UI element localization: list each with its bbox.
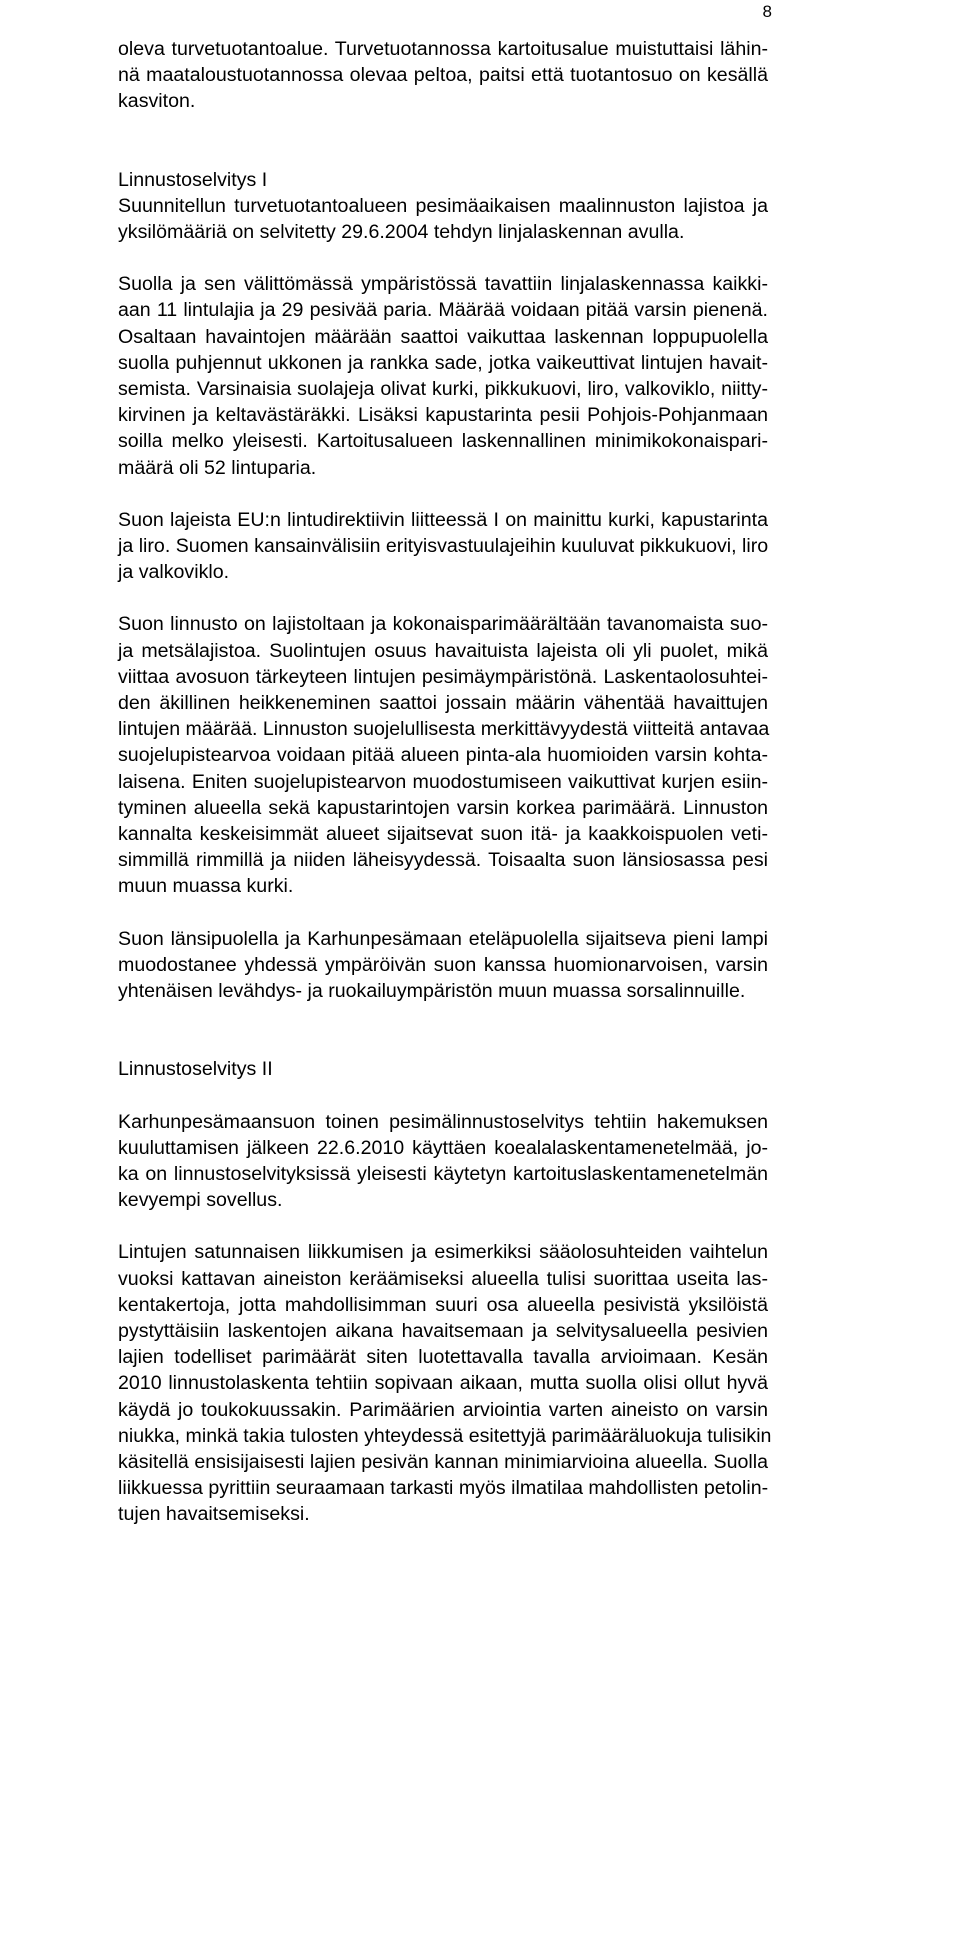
text-line: oleva turvetuotantoalue. Turvetuotannossa kartoitusalue muistuttaisi lähin- <box>118 38 768 60</box>
text-line: tujen havaitsemiseksi. <box>118 1503 310 1526</box>
text-line: simmillä rimmillä ja niiden läheisyydessä. Toisaalta suon länsiosassa pesi <box>118 849 768 872</box>
spacer <box>118 1030 768 1056</box>
paragraph-survey2-method <box>118 1109 768 1214</box>
paragraph-survey1-pond <box>118 926 768 1005</box>
text-line: muodostanee yhdessä ympäröivän suon kanssa huomionarvoisen, varsin <box>118 953 768 976</box>
text-line: Suolla ja sen välittömässä ympäristössä tavattiin linjalaskennassa kaikki- <box>118 273 768 296</box>
text-line: semista. Varsinaisia suolajeja olivat kurki, pikkukuovi, liro, valkoviklo, niitty- <box>118 378 768 401</box>
text-line: Suon länsipuolella ja Karhunpesämaan eteläpuolella sijaitseva pieni lampi <box>118 927 768 950</box>
text-line: laisena. Eniten suojelupistearvon muodostumiseen vaikuttivat kurjen esiin- <box>118 770 768 793</box>
text-line: kasviton. <box>118 90 196 113</box>
paragraph-survey1-protected-species <box>118 507 768 586</box>
text-line: kirvinen ja keltavästäräkki. Lisäksi kapustarinta pesii Pohjois-Pohjanmaan <box>118 404 768 427</box>
text-line: nä maataloustuotannossa olevaa peltoa, paitsi että tuotantosuo on kesällä <box>118 64 768 87</box>
text-line: määrä oli 52 lintuparia. <box>118 456 317 479</box>
text-line: suojelupistearvoa voidaan pitää alueen pinta-ala huomioiden varsin kohta- <box>118 744 768 767</box>
text-line: Osaltaan havaintojen määrään saattoi vaikuttaa laskennan loppupuolella <box>118 325 768 348</box>
text-line: viittaa avosuon tärkeyteen lintujen pesimäympäristönä. Laskentaolosuhtei- <box>118 665 768 688</box>
text-line: käsitellä ensisijaisesti lajien pesivän kannan minimiarvioina alueella. Suolla <box>118 1450 768 1473</box>
text-line: aan 11 lintulajia ja 29 pesivää paria. Määrää voidaan pitää varsin pienenä. <box>118 299 768 322</box>
text-line: käydä jo toukokuussakin. Parimäärien arviointia varten aineisto on varsin <box>118 1398 768 1421</box>
text-line: yksilömääriä on selvitetty 29.6.2004 tehdyn linjalaskennan avulla. <box>118 221 685 244</box>
text-line: liikkuessa pyrittiin seuraamaan tarkasti myös ilmatilaa mahdollisten petolin- <box>118 1477 769 1500</box>
text-line: suolla puhjennut ukkonen ja rankka sade, jotka vaikeuttivat lintujen havait- <box>118 351 768 374</box>
text-line: lajien todelliset parimäärät siten luotettavalla tavalla arvioimaan. Kesän <box>118 1346 768 1369</box>
text-line: Suon linnusto on lajistoltaan ja kokonaisparimäärältään tavanomaista suo- <box>118 613 768 636</box>
text-line: muun muassa kurki. <box>118 875 294 898</box>
text-line: ja metsälajistoa. Suolintujen osuus havaituista lajeista oli yli puolet, mikä <box>118 639 768 662</box>
text-line: 2010 linnustolaskenta tehtiin sopivaan aikaan, mutta suolla olisi ollut hyvä <box>118 1372 768 1395</box>
text-line: kannalta keskeisimmät alueet sijaitsevat suon itä- ja kaakkoispuolen veti- <box>118 823 768 846</box>
paragraph-survey1-results <box>118 271 768 481</box>
text-line: kentakertoja, jotta mahdollisimman suuri osa alueella pesivistä yksilöistä <box>118 1293 768 1316</box>
text-line: ka on linnustoselvityksissä yleisesti käytetyn kartoituslaskentamenetelmän <box>118 1162 768 1185</box>
paragraph-survey2-limitations <box>118 1239 772 1527</box>
paragraph-survey1-assessment <box>118 611 768 899</box>
paragraph-survey1-scope <box>118 193 768 245</box>
text-line: yhtenäisen levähdys- ja ruokailuympäristön muun muassa sorsalinnuille. <box>118 980 746 1003</box>
text-line: vuoksi kattavan aineiston keräämiseksi alueella tulisi suorittaa useita las- <box>118 1267 768 1290</box>
text-line: niukka, minkä takia tulosten yhteydessä esitettyjä parimääräluokuja tulisikin <box>118 1424 772 1447</box>
text-line: ja valkoviklo. <box>118 561 230 584</box>
text-line: kevyempi sovellus. <box>118 1189 283 1212</box>
text-line: tyminen alueella sekä kapustarintojen varsin korkea parimäärä. Linnuston <box>118 796 768 819</box>
text-line: soilla melko yleisesti. Kartoitusalueen laskennallinen minimikokonaispari- <box>118 430 768 453</box>
section-heading-survey-1: Linnustoselvitys I <box>118 168 268 191</box>
text-line: Karhunpesämaansuon toinen pesimälinnustoselvitys tehtiin hakemuksen <box>118 1110 768 1133</box>
paragraph-intro <box>118 36 768 115</box>
document-body <box>118 36 772 1554</box>
text-line: Suon lajeista EU:n lintudirektiivin liitteessä I on mainittu kurki, kapustarinta <box>118 508 768 531</box>
text-line: lintujen määrää. Linnuston suojelullisesta merkittävyydestä viitteitä antavaa <box>118 718 770 741</box>
text-line: ja liro. Suomen kansainvälisiin erityisvastuulajeihin kuuluvat pikkukuovi, liro <box>118 535 769 558</box>
text-line: Lintujen satunnaisen liikkumisen ja esimerkiksi sääolosuhteiden vaihtelun <box>118 1241 768 1264</box>
text-line: pystyttäisiin laskentojen aikana havaitsemaan ja selvitysalueella pesivien <box>118 1319 768 1342</box>
text-line: kuuluttamisen jälkeen 22.6.2010 käyttäen koealalaskentamenetelmää, jo- <box>118 1136 768 1159</box>
spacer <box>118 141 768 167</box>
page-number: 8 <box>762 2 772 21</box>
text-line: Suunnitellun turvetuotantoalueen pesimäaikaisen maalinnuston lajistoa ja <box>118 194 768 217</box>
section-heading-survey-2: Linnustoselvitys II <box>118 1058 273 1081</box>
text-line: den äkillinen heikkeneminen saattoi jossain määrin vähentää havaittujen <box>118 692 768 715</box>
